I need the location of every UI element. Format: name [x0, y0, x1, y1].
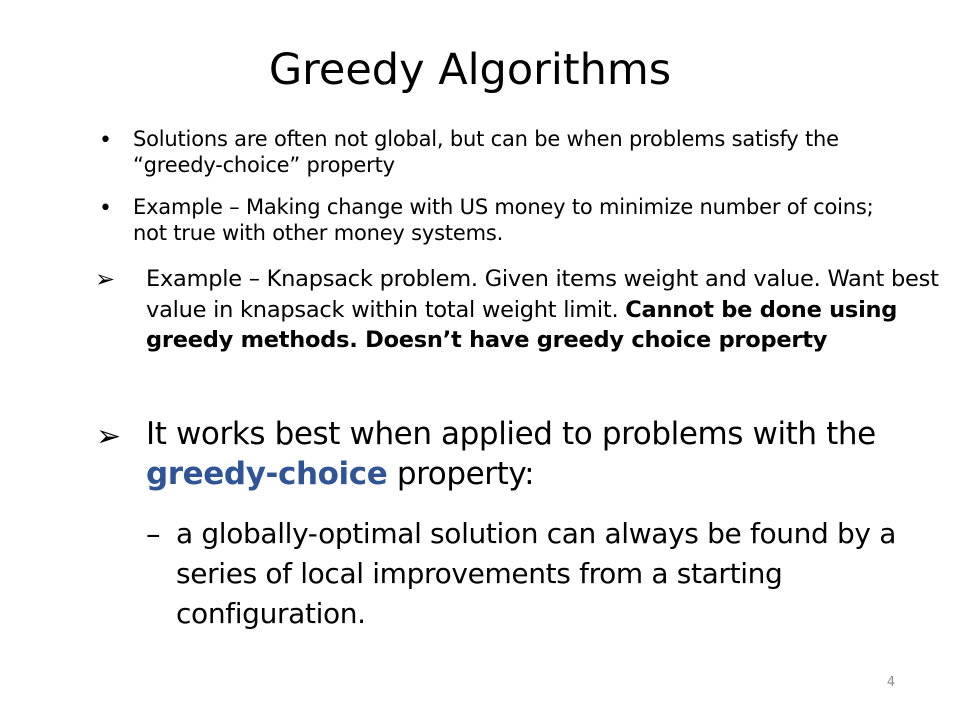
- bullet-text-bold: Cannot be done using greedy methods. Doesn’t have greedy choice property: [146, 296, 898, 353]
- bullet-text: Solutions are often not global, but can be when problems satisfy the “greedy-choice” property: [133, 127, 839, 177]
- bullet-text: Example – Making change with US money to minimize number of coins; not true with other money systems.: [133, 195, 874, 245]
- dash-bullet-icon: –: [146, 517, 161, 551]
- sub-bullet-text: a globally-optimal solution can always be found by a series of local improvements from a starting configuration.: [176, 517, 896, 630]
- bullet-dot-icon: •: [99, 196, 112, 221]
- bullet-text-after: property:: [387, 456, 535, 492]
- bullet-text-plain: Example – Knapsack problem. Given items weight and value. Want best value in knapsack within total weight limit.: [146, 266, 939, 323]
- bullet-text: [146, 414, 946, 494]
- bullet-text-before: It works best when applied to problems with the: [146, 416, 876, 452]
- bullet-dot-icon: •: [99, 128, 112, 153]
- highlighted-term: greedy-choice: [146, 456, 388, 492]
- slide-title: Greedy Algorithms: [268, 45, 672, 95]
- bullet-text: [146, 264, 946, 356]
- arrow-bullet-icon: ➢: [95, 265, 116, 293]
- page-number: 4: [886, 675, 896, 690]
- arrow-bullet-icon: ➢: [96, 419, 122, 454]
